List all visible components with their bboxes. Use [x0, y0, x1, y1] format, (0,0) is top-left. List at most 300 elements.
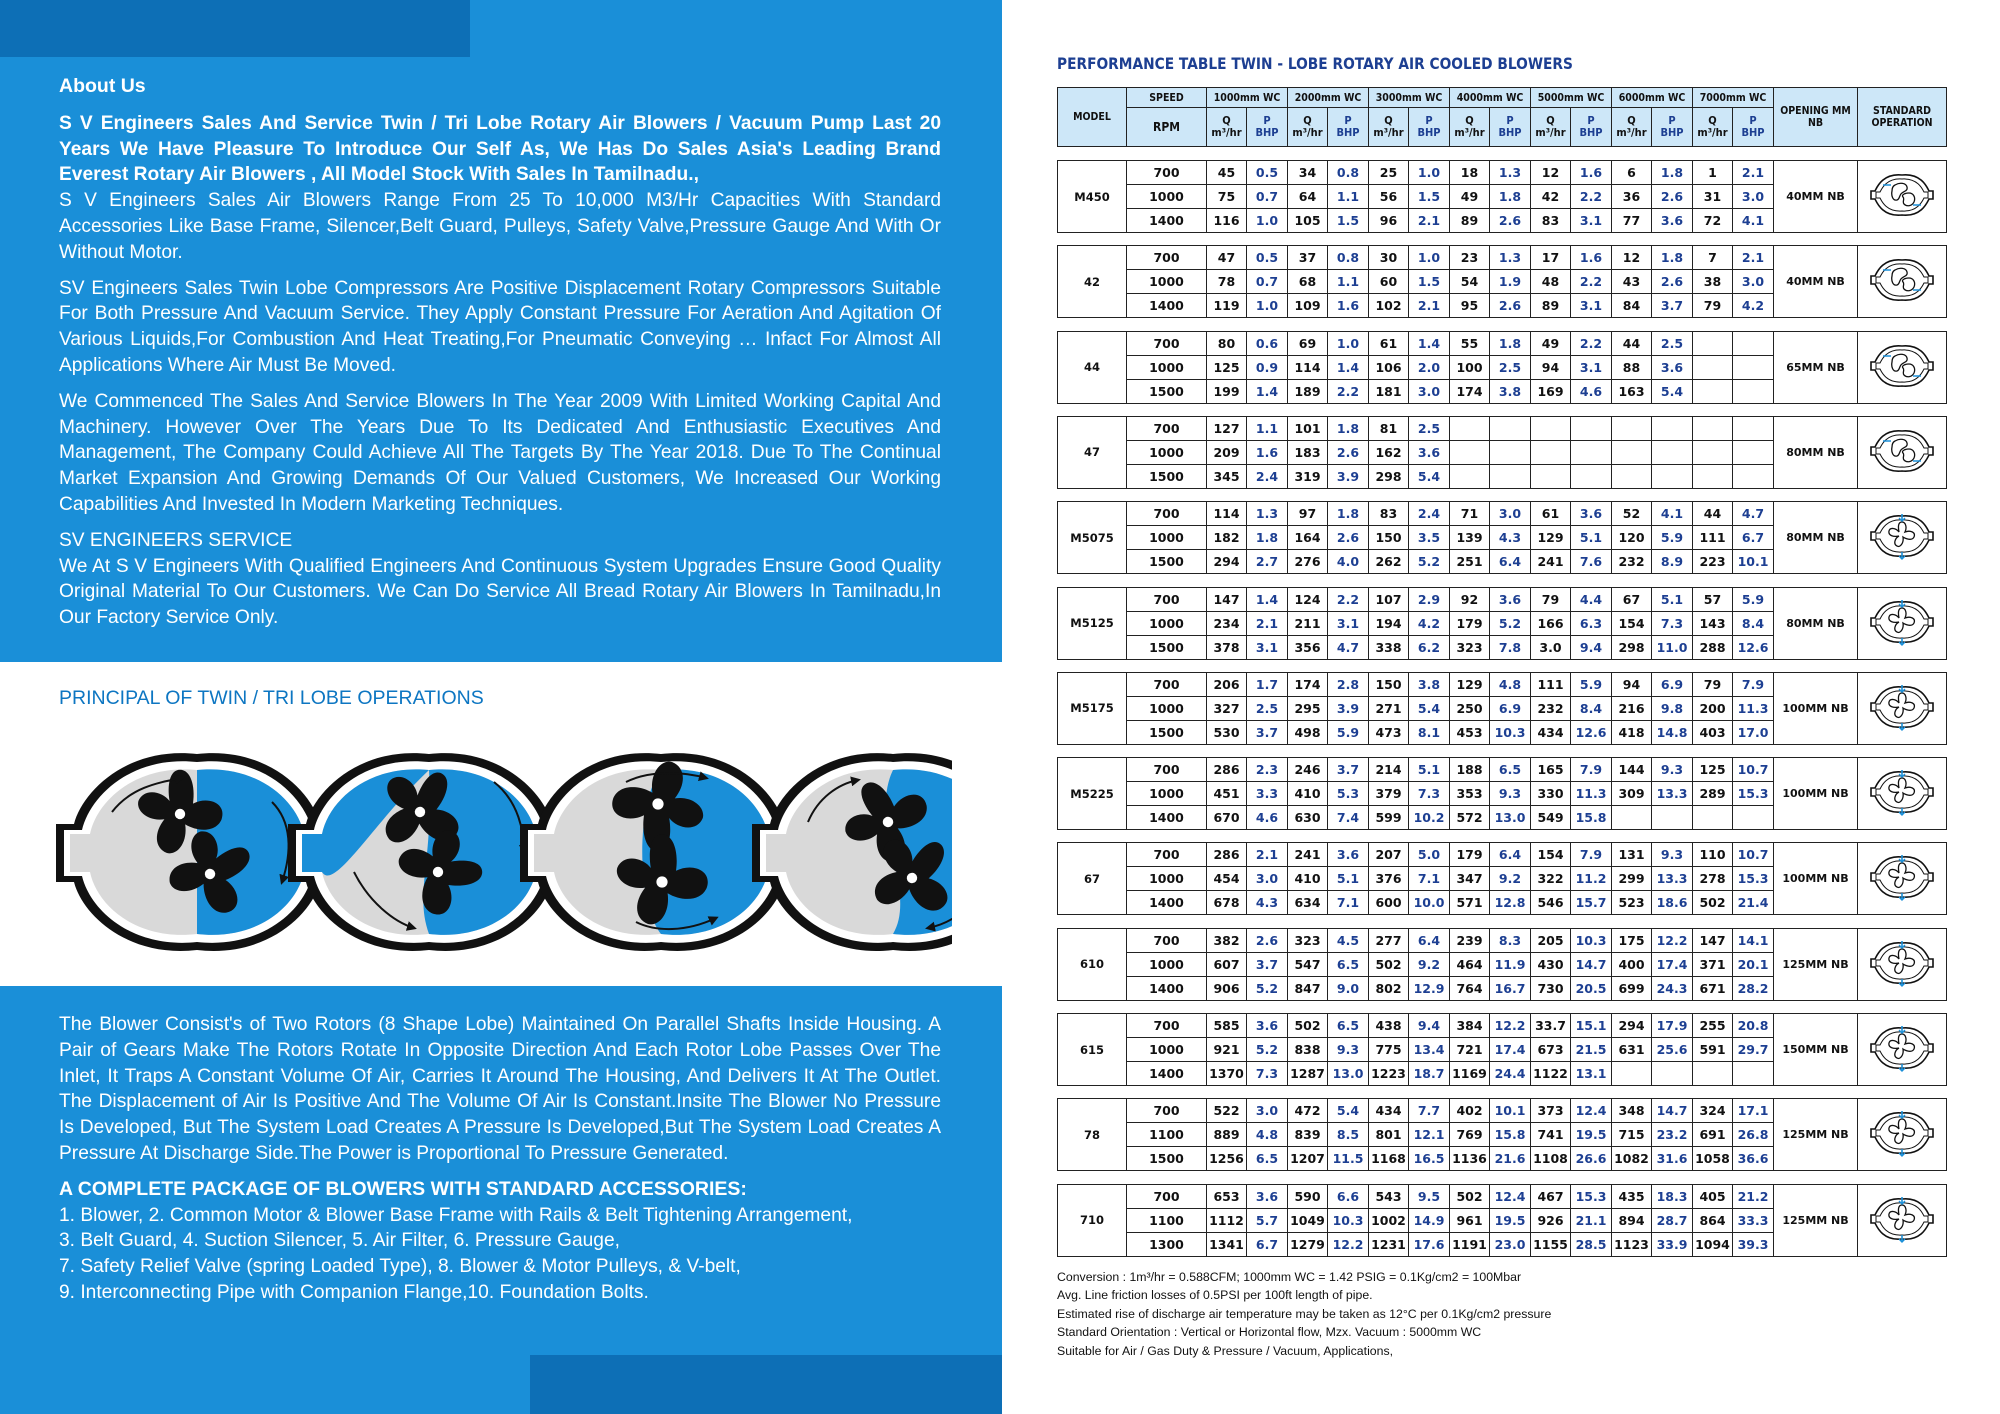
rpm-cell: 700: [1127, 758, 1207, 782]
table-row: [1058, 502, 1947, 526]
power-cell: 1.5: [1409, 185, 1450, 209]
header-p-7: [1733, 108, 1774, 147]
power-cell: 0.8: [1328, 161, 1369, 185]
power-cell: 4.5: [1328, 928, 1369, 952]
flow-cell: 119: [1207, 294, 1247, 318]
model-name: 47: [1058, 416, 1127, 488]
header-pressure-2: 2000mm WC: [1288, 88, 1369, 108]
power-cell: 11.9: [1490, 952, 1531, 976]
power-cell: 3.1: [1571, 355, 1612, 379]
flow-cell: 105: [1288, 209, 1328, 233]
flow-cell: [1450, 464, 1490, 488]
rpm-cell: 1400: [1127, 209, 1207, 233]
power-cell: 6.2: [1409, 635, 1450, 659]
flow-cell: 410: [1288, 867, 1328, 891]
rpm-cell: 1000: [1127, 270, 1207, 294]
twin-lobe-operation-icon: [1869, 169, 1935, 221]
flow-cell: 175: [1612, 928, 1652, 952]
about-paragraph-4: We At S V Engineers With Qualified Engineers And Continuous System Upgrades Ensure Good Quality Original Material To Our Customers. We Can Do Service All Bread Rotary Air Blowers In Tamilnadu,In Our Factory Service Only.: [59, 555, 941, 629]
blower-description: The Blower Consist's of Two Rotors (8 Shape Lobe) Maintained On Parallel Shafts Inside Housing. A Pair of Gears Make The Rotors Rotate In Opposite Direction And Each Rotor Lobe Passes Over The Inlet, It Traps A Constant Volume Of Air, Carries It Around The Housing, And Delivers It At The Outlet. The Displacement of Air Is Positive And The Volume Of Air Is Constant.Insite The Blower No Pressure Is Developed, But The System Load Creates A Pressure Is Developed,But The System Load Creates A Pressure At Discharge Side.The Power is Proportional To Pressure Generated.: [59, 1014, 941, 1164]
flow-cell: [1693, 331, 1733, 355]
power-cell: 5.9: [1328, 720, 1369, 744]
flow-cell: 109: [1288, 294, 1328, 318]
rpm-cell: 700: [1127, 587, 1207, 611]
flow-cell: [1612, 440, 1652, 464]
power-cell: 1.6: [1328, 294, 1369, 318]
power-cell: 12.6: [1733, 635, 1774, 659]
flow-cell: 194: [1369, 611, 1409, 635]
package-line-4: 9. Interconnecting Pipe with Companion Flange,10. Foundation Bolts.: [59, 1281, 649, 1303]
power-cell: [1490, 464, 1531, 488]
flow-cell: 1082: [1612, 1147, 1652, 1171]
flow-cell: 125: [1693, 758, 1733, 782]
note-5: Suitable for Air / Gas Duty & Pressure / Vacuum, Applications,: [1057, 1343, 1394, 1358]
power-cell: 2.8: [1328, 672, 1369, 696]
power-cell: 18.6: [1652, 891, 1693, 915]
flow-cell: 322: [1531, 867, 1571, 891]
q-unit: m³/hr: [1535, 126, 1566, 140]
power-cell: 1.4: [1247, 379, 1288, 403]
tri-lobe-operation-icon: [1869, 937, 1935, 989]
power-cell: 2.3: [1247, 758, 1288, 782]
flow-cell: 864: [1693, 1208, 1733, 1232]
header-p-1: [1247, 108, 1288, 147]
power-cell: 24.4: [1490, 1062, 1531, 1086]
q-unit: m³/hr: [1292, 126, 1323, 140]
power-cell: 1.8: [1328, 416, 1369, 440]
flow-cell: 154: [1531, 843, 1571, 867]
power-cell: 11.2: [1571, 867, 1612, 891]
flow-cell: 691: [1693, 1123, 1733, 1147]
flow-cell: 127: [1207, 416, 1247, 440]
power-cell: 2.4: [1409, 502, 1450, 526]
power-cell: 14.8: [1652, 720, 1693, 744]
flow-cell: 166: [1531, 611, 1571, 635]
header-q-4: [1450, 108, 1490, 147]
twin-lobe-operation-icon: [1869, 254, 1935, 306]
p-unit: BHP: [1579, 126, 1603, 140]
flow-cell: 206: [1207, 672, 1247, 696]
flow-cell: 356: [1288, 635, 1328, 659]
flow-cell: 232: [1612, 550, 1652, 574]
model-block-M5225: [1057, 757, 1947, 830]
power-cell: 6.4: [1490, 550, 1531, 574]
power-cell: 6.5: [1247, 1147, 1288, 1171]
power-cell: 10.7: [1733, 758, 1774, 782]
standard-operation-cell: [1858, 1184, 1947, 1256]
header-rpm: RPM: [1127, 108, 1207, 147]
bottom-decor-bar: [530, 1355, 1002, 1414]
flow-cell: 61: [1531, 502, 1571, 526]
power-cell: 10.3: [1571, 928, 1612, 952]
power-cell: 14.1: [1733, 928, 1774, 952]
power-cell: 3.6: [1490, 587, 1531, 611]
flow-cell: 277: [1369, 928, 1409, 952]
model-block-M5075: [1057, 501, 1947, 574]
flow-cell: 55: [1450, 331, 1490, 355]
power-cell: 15.3: [1733, 782, 1774, 806]
header-q-3: [1369, 108, 1409, 147]
p-label: P: [1263, 114, 1271, 128]
top-decor-bar: [0, 0, 470, 57]
power-cell: 6.9: [1652, 672, 1693, 696]
table-row: [1058, 672, 1947, 696]
power-cell: 7.7: [1409, 1099, 1450, 1123]
flow-cell: 298: [1612, 635, 1652, 659]
power-cell: 4.3: [1490, 526, 1531, 550]
flow-cell: 630: [1288, 806, 1328, 830]
flow-cell: 324: [1693, 1099, 1733, 1123]
rpm-cell: 1500: [1127, 635, 1207, 659]
power-cell: 6.4: [1490, 843, 1531, 867]
flow-cell: 211: [1288, 611, 1328, 635]
standard-operation-cell: [1858, 587, 1947, 659]
power-cell: 10.2: [1409, 806, 1450, 830]
power-cell: 7.1: [1409, 867, 1450, 891]
flow-cell: 410: [1288, 782, 1328, 806]
flow-cell: [1531, 464, 1571, 488]
power-cell: 0.7: [1247, 270, 1288, 294]
power-cell: 9.3: [1652, 843, 1693, 867]
flow-cell: 434: [1531, 720, 1571, 744]
flow-cell: 1207: [1288, 1147, 1328, 1171]
flow-cell: 262: [1369, 550, 1409, 574]
flow-cell: 200: [1693, 696, 1733, 720]
service-title: SV ENGINEERS SERVICE: [59, 529, 293, 551]
power-cell: 1.8: [1652, 246, 1693, 270]
table-row: [1058, 1184, 1947, 1208]
p-unit: BHP: [1417, 126, 1441, 140]
power-cell: 4.1: [1652, 502, 1693, 526]
rpm-cell: 1500: [1127, 379, 1207, 403]
flow-cell: 179: [1450, 611, 1490, 635]
package-title: A COMPLETE PACKAGE OF BLOWERS WITH STANDARD ACCESSORIES:: [59, 1177, 747, 1200]
flow-cell: 926: [1531, 1208, 1571, 1232]
power-cell: 33.3: [1733, 1208, 1774, 1232]
opening-nb: 125MM NB: [1774, 1099, 1858, 1171]
power-cell: 13.0: [1328, 1062, 1369, 1086]
power-cell: 3.8: [1409, 672, 1450, 696]
flow-cell: 523: [1612, 891, 1652, 915]
model-name: M5125: [1058, 587, 1127, 659]
flow-cell: 378: [1207, 635, 1247, 659]
flow-cell: 801: [1369, 1123, 1409, 1147]
power-cell: 13.0: [1490, 806, 1531, 830]
standard-operation-cell: [1858, 758, 1947, 830]
flow-cell: 699: [1612, 976, 1652, 1000]
opening-nb: 100MM NB: [1774, 672, 1858, 744]
power-cell: 21.1: [1571, 1208, 1612, 1232]
rpm-cell: 1500: [1127, 464, 1207, 488]
power-cell: 1.1: [1247, 416, 1288, 440]
power-cell: 5.4: [1652, 379, 1693, 403]
flow-cell: 49: [1531, 331, 1571, 355]
rpm-cell: 1500: [1127, 720, 1207, 744]
flow-cell: 294: [1612, 1014, 1652, 1038]
rpm-cell: 1400: [1127, 806, 1207, 830]
power-cell: 2.9: [1409, 587, 1450, 611]
power-cell: 16.7: [1490, 976, 1531, 1000]
rpm-cell: 700: [1127, 246, 1207, 270]
flow-cell: 44: [1612, 331, 1652, 355]
tri-lobe-operation-icon: [1869, 1193, 1935, 1245]
flow-cell: 164: [1288, 526, 1328, 550]
flow-cell: 961: [1450, 1208, 1490, 1232]
header-pressure-4: 4000mm WC: [1450, 88, 1531, 108]
opening-nb: 80MM NB: [1774, 416, 1858, 488]
flow-cell: 600: [1369, 891, 1409, 915]
flow-cell: 348: [1612, 1099, 1652, 1123]
power-cell: 1.8: [1490, 331, 1531, 355]
flow-cell: 473: [1369, 720, 1409, 744]
power-cell: 3.6: [1328, 843, 1369, 867]
flow-cell: 295: [1288, 696, 1328, 720]
about-heading: About Us: [59, 75, 146, 97]
flow-cell: 174: [1450, 379, 1490, 403]
flow-cell: 48: [1531, 270, 1571, 294]
opening-nb: 80MM NB: [1774, 502, 1858, 574]
power-cell: 8.5: [1328, 1123, 1369, 1147]
power-cell: 0.5: [1247, 161, 1288, 185]
header-q-2: [1288, 108, 1328, 147]
power-cell: 10.7: [1733, 843, 1774, 867]
header-q-1: [1207, 108, 1247, 147]
power-cell: [1652, 416, 1693, 440]
power-cell: 2.2: [1571, 331, 1612, 355]
flow-cell: 382: [1207, 928, 1247, 952]
flow-cell: 72: [1693, 209, 1733, 233]
power-cell: 3.6: [1247, 1184, 1288, 1208]
p-label: P: [1668, 114, 1676, 128]
flow-cell: 338: [1369, 635, 1409, 659]
power-cell: [1571, 440, 1612, 464]
power-cell: 2.2: [1571, 270, 1612, 294]
flow-cell: 129: [1450, 672, 1490, 696]
flow-cell: 38: [1693, 270, 1733, 294]
power-cell: 3.1: [1571, 209, 1612, 233]
power-cell: 1.1: [1328, 185, 1369, 209]
package-line-3: 7. Safety Relief Valve (spring Loaded Type), 8. Blower & Motor Pulleys, & V-belt,: [59, 1256, 741, 1278]
flow-cell: 384: [1450, 1014, 1490, 1038]
flow-cell: 223: [1693, 550, 1733, 574]
power-cell: 3.8: [1490, 379, 1531, 403]
flow-cell: 183: [1288, 440, 1328, 464]
power-cell: 3.9: [1328, 464, 1369, 488]
header-p-6: [1652, 108, 1693, 147]
flow-cell: 769: [1450, 1123, 1490, 1147]
power-cell: 13.3: [1652, 782, 1693, 806]
flow-cell: 102: [1369, 294, 1409, 318]
flow-cell: 435: [1612, 1184, 1652, 1208]
power-cell: 11.3: [1733, 696, 1774, 720]
power-cell: 3.9: [1328, 696, 1369, 720]
flow-cell: 838: [1288, 1038, 1328, 1062]
power-cell: 4.6: [1571, 379, 1612, 403]
tri-lobe-operation-icon: [1869, 766, 1935, 818]
flow-cell: [1693, 416, 1733, 440]
power-cell: [1733, 1062, 1774, 1086]
power-cell: 4.4: [1571, 587, 1612, 611]
about-paragraph-2: SV Engineers Sales Twin Lobe Compressors Are Positive Displacement Rotary Compressors Suitable For Both Pressure And Vacuum Service. They Apply Constant Pressure For Aeration And Agitation Of Various Liquids,For Combustion And Heat Treating,For Pneumatic Conveying … Infact For Almost All Applications Where Air Must Be Moved.: [59, 277, 941, 376]
flow-cell: 144: [1612, 758, 1652, 782]
flow-cell: 631: [1612, 1038, 1652, 1062]
rpm-cell: 700: [1127, 416, 1207, 440]
flow-cell: 670: [1207, 806, 1247, 830]
power-cell: 4.6: [1247, 806, 1288, 830]
power-cell: 2.1: [1409, 209, 1450, 233]
rpm-cell: 700: [1127, 1014, 1207, 1038]
flow-cell: 1256: [1207, 1147, 1247, 1171]
power-cell: 14.7: [1652, 1099, 1693, 1123]
flow-cell: 94: [1531, 355, 1571, 379]
power-cell: 1.7: [1247, 672, 1288, 696]
flow-cell: [1612, 1062, 1652, 1086]
power-cell: [1652, 806, 1693, 830]
flow-cell: 67: [1612, 587, 1652, 611]
flow-cell: 376: [1369, 867, 1409, 891]
opening-nb: 125MM NB: [1774, 928, 1858, 1000]
power-cell: 6.5: [1328, 952, 1369, 976]
q-unit: m³/hr: [1211, 126, 1242, 140]
p-unit: BHP: [1255, 126, 1279, 140]
notes: [1057, 1268, 1551, 1360]
table-row: [1058, 843, 1947, 867]
power-cell: [1733, 379, 1774, 403]
rpm-cell: 1000: [1127, 867, 1207, 891]
model-block-67: [1057, 842, 1947, 915]
flow-cell: 255: [1693, 1014, 1733, 1038]
power-cell: 39.3: [1733, 1232, 1774, 1256]
power-cell: 9.3: [1490, 782, 1531, 806]
power-cell: 14.9: [1409, 1208, 1450, 1232]
flow-cell: 179: [1450, 843, 1490, 867]
model-block-M450: [1057, 160, 1947, 233]
flow-cell: 921: [1207, 1038, 1247, 1062]
power-cell: 7.3: [1652, 611, 1693, 635]
p-unit: BHP: [1741, 126, 1765, 140]
flow-cell: 61: [1369, 331, 1409, 355]
rpm-cell: 1400: [1127, 294, 1207, 318]
flow-cell: 162: [1369, 440, 1409, 464]
power-cell: 2.5: [1490, 355, 1531, 379]
flow-cell: 209: [1207, 440, 1247, 464]
power-cell: 5.4: [1409, 696, 1450, 720]
q-label: Q: [1384, 114, 1393, 128]
power-cell: 19.5: [1571, 1123, 1612, 1147]
principle-title: PRINCIPAL OF TWIN / TRI LOBE OPERATIONS: [59, 687, 484, 709]
power-cell: 1.0: [1247, 294, 1288, 318]
flow-cell: 163: [1612, 379, 1652, 403]
power-cell: 3.6: [1652, 209, 1693, 233]
power-cell: 9.3: [1328, 1038, 1369, 1062]
power-cell: 1.0: [1328, 331, 1369, 355]
power-cell: 12.2: [1490, 1014, 1531, 1038]
model-name: 610: [1058, 928, 1127, 1000]
q-label: Q: [1465, 114, 1474, 128]
flow-cell: 129: [1531, 526, 1571, 550]
power-cell: [1733, 464, 1774, 488]
flow-cell: 543: [1369, 1184, 1409, 1208]
power-cell: 2.7: [1247, 550, 1288, 574]
twin-lobe-operation-icon: [1869, 425, 1935, 477]
principle-section: [0, 662, 1002, 986]
power-cell: 13.4: [1409, 1038, 1450, 1062]
flow-cell: 271: [1369, 696, 1409, 720]
flow-cell: 250: [1450, 696, 1490, 720]
flow-cell: 323: [1450, 635, 1490, 659]
flow-cell: 188: [1450, 758, 1490, 782]
opening-nb: 40MM NB: [1774, 161, 1858, 233]
p-label: P: [1506, 114, 1514, 128]
flow-cell: 154: [1612, 611, 1652, 635]
rpm-cell: 1000: [1127, 185, 1207, 209]
header-model: MODEL: [1058, 88, 1127, 147]
standard-operation-cell: [1858, 246, 1947, 318]
flow-cell: 125: [1207, 355, 1247, 379]
rpm-cell: 1000: [1127, 440, 1207, 464]
power-cell: 3.5: [1409, 526, 1450, 550]
standard-operation-cell: [1858, 928, 1947, 1000]
header-p-2: [1328, 108, 1369, 147]
flow-cell: 400: [1612, 952, 1652, 976]
flow-cell: 68: [1288, 270, 1328, 294]
model-name: 67: [1058, 843, 1127, 915]
tri-lobe-operation-icon: [1869, 596, 1935, 648]
flow-cell: 1049: [1288, 1208, 1328, 1232]
flow-cell: 251: [1450, 550, 1490, 574]
power-cell: 6.7: [1247, 1232, 1288, 1256]
power-cell: 2.6: [1652, 270, 1693, 294]
flow-cell: 1155: [1531, 1232, 1571, 1256]
flow-cell: 345: [1207, 464, 1247, 488]
power-cell: 1.3: [1490, 246, 1531, 270]
power-cell: 15.8: [1490, 1123, 1531, 1147]
flow-cell: 549: [1531, 806, 1571, 830]
flow-cell: 182: [1207, 526, 1247, 550]
power-cell: 3.0: [1733, 185, 1774, 209]
flow-cell: 276: [1288, 550, 1328, 574]
flow-cell: 502: [1450, 1184, 1490, 1208]
lobe-diagram-4: [752, 753, 952, 951]
rpm-cell: 1000: [1127, 526, 1207, 550]
header-speed: SPEED: [1127, 88, 1207, 108]
power-cell: 15.3: [1571, 1184, 1612, 1208]
about-section: [59, 74, 941, 641]
power-cell: 2.1: [1247, 611, 1288, 635]
header-p-4: [1490, 108, 1531, 147]
flow-cell: 591: [1693, 1038, 1733, 1062]
table-row: [1058, 416, 1947, 440]
flow-cell: 299: [1612, 867, 1652, 891]
flow-cell: 44: [1693, 502, 1733, 526]
flow-cell: 678: [1207, 891, 1247, 915]
power-cell: 0.8: [1328, 246, 1369, 270]
flow-cell: [1450, 416, 1490, 440]
power-cell: 2.6: [1490, 209, 1531, 233]
power-cell: 1.4: [1328, 355, 1369, 379]
flow-cell: [1693, 379, 1733, 403]
power-cell: 1.1: [1328, 270, 1369, 294]
flow-cell: 453: [1450, 720, 1490, 744]
power-cell: 5.2: [1247, 1038, 1288, 1062]
power-cell: 7.6: [1571, 550, 1612, 574]
flow-cell: 78: [1207, 270, 1247, 294]
opening-nb: 150MM NB: [1774, 1014, 1858, 1086]
right-panel: [1002, 0, 2000, 1414]
flow-cell: 77: [1612, 209, 1652, 233]
p-unit: BHP: [1498, 126, 1522, 140]
rpm-cell: 700: [1127, 161, 1207, 185]
